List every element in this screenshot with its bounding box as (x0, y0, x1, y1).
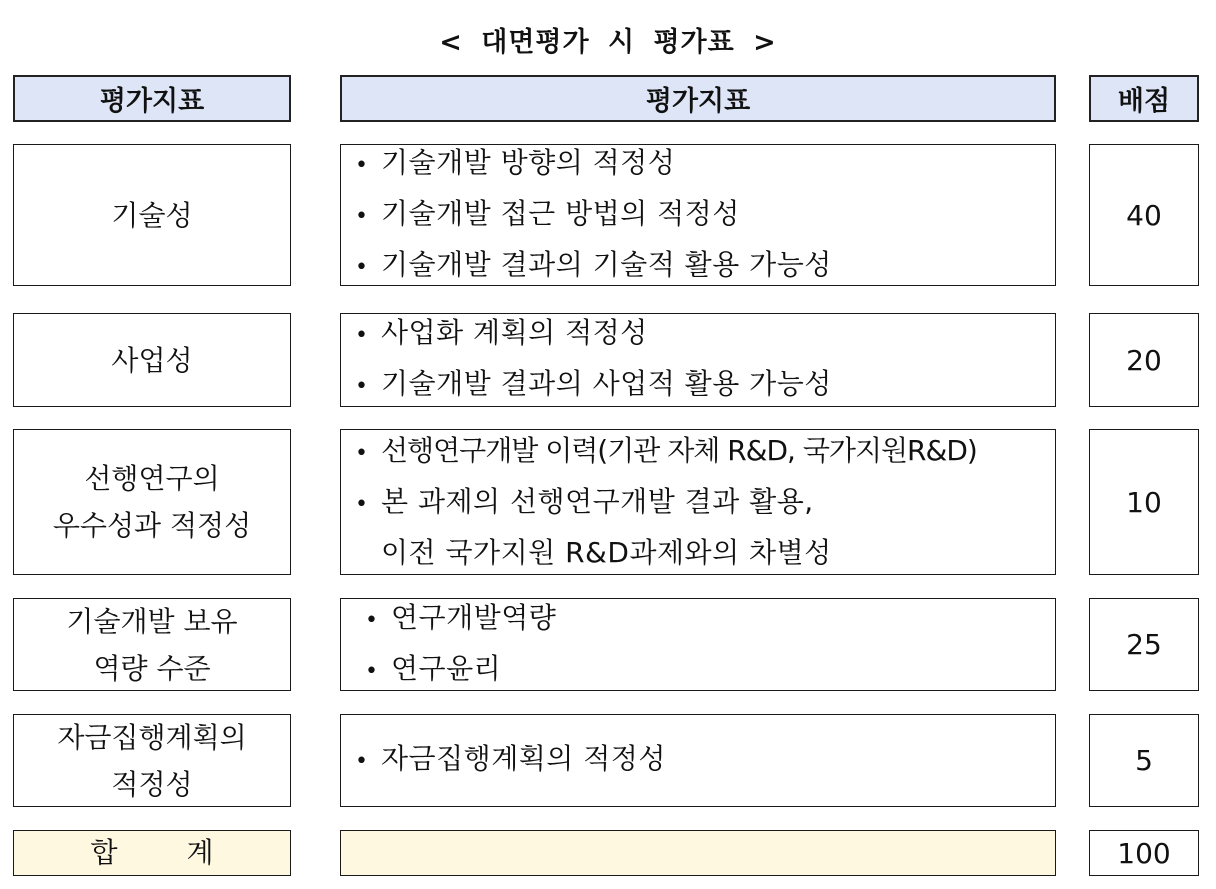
list-item: • 기술개발 접근 방법의 적정성 (355, 190, 1055, 241)
bullet-icon: • (355, 254, 369, 280)
row-items-prior-research (340, 429, 1056, 575)
row-score-technology: 40 (1089, 144, 1199, 286)
header-details-label: 평가지표 (645, 86, 751, 117)
row-label-line: 기술성 (111, 198, 193, 232)
list-item: • 본 과제의 선행연구개발 결과 활용, (355, 478, 1055, 529)
total-score: 100 (1117, 836, 1171, 870)
row-label-technology (13, 144, 291, 286)
header-score (1089, 75, 1199, 122)
row-score-prior-research: 10 (1089, 429, 1199, 575)
total-label-cell (13, 830, 291, 876)
bullet-icon: • (355, 203, 369, 229)
row-label-funding (13, 714, 291, 807)
row-label-line: 사업성 (111, 343, 193, 377)
bullet-icon: • (365, 658, 379, 684)
list-item: • 기술개발 결과의 사업적 활용 가능성 (355, 360, 1055, 411)
row-items-funding (340, 714, 1056, 807)
row-label-prior-research (13, 429, 291, 575)
row-label-line: 기술개발 보유 (66, 604, 238, 638)
bullet-icon: • (365, 607, 379, 633)
row-label-line: 우수성과 적정성 (52, 509, 252, 542)
bullet-icon: • (355, 323, 369, 348)
bullet-icon: • (355, 441, 369, 466)
list-item: • 사업화 계획의 적정성 (355, 309, 1055, 360)
page-title: < 대면평가 시 평가표 > (439, 27, 777, 58)
total-details-cell (340, 830, 1056, 876)
row-score-business: 20 (1089, 313, 1199, 407)
row-score-capability: 25 (1089, 598, 1199, 691)
row-label-line: 자금집행계획의 (57, 720, 247, 754)
row-label-line: 선행연구의 (84, 462, 220, 495)
header-criteria-label: 평가지표 (99, 86, 205, 117)
bullet-icon: • (355, 492, 369, 517)
row-label-line: 적정성 (111, 767, 193, 801)
list-item: • 연구윤리 (365, 645, 1055, 696)
row-label-line: 역량 수준 (93, 651, 211, 685)
row-score-funding: 5 (1089, 714, 1199, 807)
list-item: • 자금집행계획의 적정성 (355, 735, 1055, 786)
row-items-technology (340, 144, 1056, 286)
bullet-icon: • (355, 152, 369, 178)
row-items-business (340, 313, 1056, 407)
list-item-continuation: 이전 국가지원 R&D과제와의 차별성 (381, 536, 832, 569)
row-label-capability (13, 598, 291, 691)
row-label-business (13, 313, 291, 407)
total-label: 합 계 (90, 836, 214, 869)
header-score-label: 배점 (1117, 86, 1171, 117)
bullet-icon: • (355, 749, 369, 774)
list-item: • 연구개발역량 (365, 594, 1055, 645)
list-item: • 선행연구개발 이력(기관 자체 R&D, 국가지원R&D) (355, 427, 1055, 478)
list-item: • 기술개발 방향의 적정성 (355, 139, 1055, 190)
row-items-capability (340, 598, 1056, 691)
header-details (340, 75, 1056, 122)
bullet-icon: • (355, 374, 369, 399)
list-item: • 기술개발 결과의 기술적 활용 가능성 (355, 241, 1055, 292)
header-criteria (13, 75, 291, 122)
total-score-cell (1089, 830, 1199, 876)
